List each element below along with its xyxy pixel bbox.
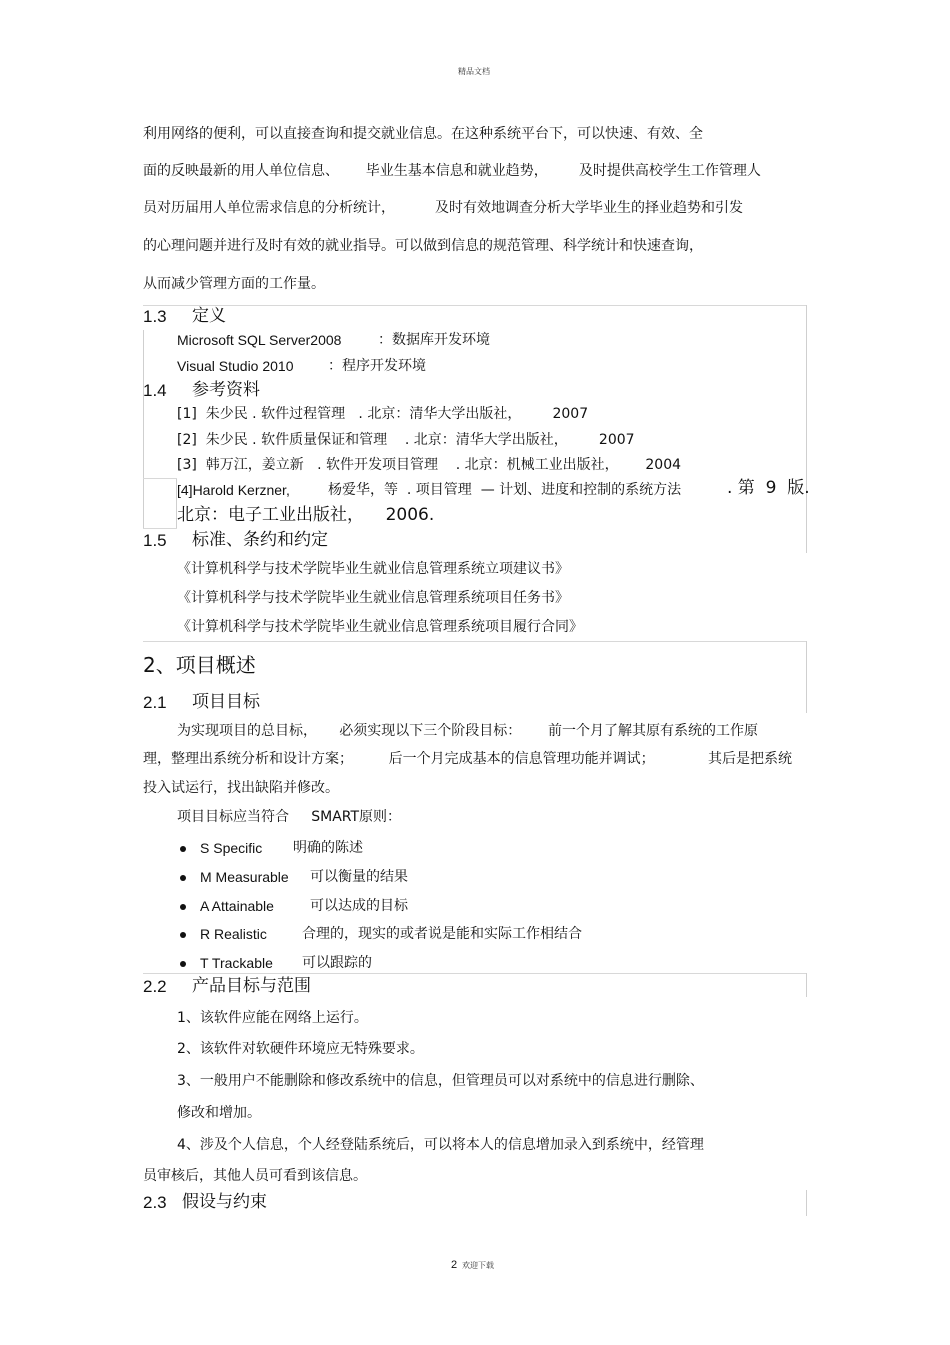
frame-line-right-1 xyxy=(806,305,807,553)
section-2-1-title: 项目目标 xyxy=(192,692,260,712)
section-1-3-title: 定义 xyxy=(192,306,226,326)
scope-item-3-line-1: 3、一般用户不能删除和修改系统中的信息，但管理员可以对系统中的信息进行删除、 xyxy=(177,1073,704,1089)
reference-4-title: 杨爱华，等 . 项目管理 — 计划、进度和控制的系统方法 xyxy=(328,482,682,498)
frame-line-left-1 xyxy=(143,330,144,528)
frame-line-right-2 xyxy=(806,641,807,713)
smart-desc-r: 合理的，现实的或者说是能和实际工作相结合 xyxy=(302,926,582,942)
reference-1: [1] 朱少民 . 软件过程管理 . 北京：清华大学出版社， 2007 xyxy=(177,406,589,422)
scope-item-1: 1、该软件应能在网络上运行。 xyxy=(177,1010,368,1026)
reference-4-publisher: 北京：电子工业出版社， 2006. xyxy=(177,505,435,525)
section-1-4-title: 参考资料 xyxy=(192,380,260,400)
section-1-3-number: 1.3 xyxy=(143,307,167,326)
bullet-dot xyxy=(180,846,186,852)
scope-item-2: 2、该软件对软硬件环境应无特殊要求。 xyxy=(177,1041,424,1057)
bullet-dot xyxy=(180,932,186,938)
section-2-2-number: 2.2 xyxy=(143,977,167,996)
section-2-1-number: 2.1 xyxy=(143,693,167,712)
section-1-4-number: 1.4 xyxy=(143,381,167,400)
smart-desc-a: 可以达成的目标 xyxy=(310,898,408,914)
smart-term-m: M Measurable xyxy=(200,869,289,885)
reference-4-author: [4]Harold Kerzner, xyxy=(177,482,290,498)
scope-item-4-line-2: 员审核后，其他人员可看到该信息。 xyxy=(143,1168,367,1184)
page-number: 2 xyxy=(451,1259,458,1271)
bullet-dot xyxy=(180,875,186,881)
standard-item-1: 《计算机科学与技术学院毕业生就业信息管理系统立项建议书》 xyxy=(177,561,569,577)
standard-item-3: 《计算机科学与技术学院毕业生就业信息管理系统项目履行合同》 xyxy=(177,619,583,635)
bullet-dot xyxy=(180,904,186,910)
frame-line-section2 xyxy=(143,641,807,642)
section-2-2-title: 产品目标与范围 xyxy=(192,976,311,996)
reference-4-edition: . 第 9 版. xyxy=(727,478,810,498)
smart-term-t: T Trackable xyxy=(200,955,273,971)
frame-line-right-3 xyxy=(806,973,807,997)
section-2-title: 2、项目概述 xyxy=(143,653,256,677)
header-watermark: 精品文档 xyxy=(458,67,490,76)
section-2-3-title: 假设与约束 xyxy=(182,1192,267,1212)
section-2-3-number: 2.3 xyxy=(143,1193,167,1212)
intro-line-5: 从而减少管理方面的工作量。 xyxy=(143,276,325,292)
smart-intro: 项目目标应当符合 SMART原则： xyxy=(177,809,402,825)
smart-term-a: A Attainable xyxy=(200,898,274,914)
definition-2-term: Visual Studio 2010 xyxy=(177,358,294,374)
smart-desc-s: 明确的陈述 xyxy=(293,840,363,856)
frame-line-section2-2 xyxy=(143,973,807,974)
goal-paragraph-line-1: 为实现项目的总目标， 必须实现以下三个阶段目标： 前一个月了解其原有系统的工作原 xyxy=(177,723,758,739)
section-1-5-number: 1.5 xyxy=(143,531,167,550)
frame-line-bottom xyxy=(143,528,177,529)
frame-line-top xyxy=(143,305,807,306)
definition-1-desc: ：数据库开发环境 xyxy=(378,332,490,348)
frame-line-right-4 xyxy=(806,1190,807,1216)
standard-item-2: 《计算机科学与技术学院毕业生就业信息管理系统项目任务书》 xyxy=(177,590,569,606)
smart-term-r: R Realistic xyxy=(200,926,267,942)
definition-2-desc: ：程序开发环境 xyxy=(328,358,426,374)
goal-paragraph-line-2: 理，整理出系统分析和设计方案； 后一个月完成基本的信息管理功能并调试； 其后是把系统 xyxy=(143,751,793,767)
reference-2: [2] 朱少民 . 软件质量保证和管理 . 北京：清华大学出版社， 2007 xyxy=(177,432,635,448)
goal-paragraph-line-3: 投入试运行，找出缺陷并修改。 xyxy=(143,780,339,796)
intro-line-4: 的心理问题并进行及时有效的就业指导。可以做到信息的规范管理、科学统计和快速查询， xyxy=(143,238,703,254)
bullet-dot xyxy=(180,961,186,967)
intro-line-1: 利用网络的便利，可以直接查询和提交就业信息。在这种系统平台下，可以快速、有效、全 xyxy=(143,126,703,142)
frame-line-mid xyxy=(143,478,177,479)
intro-line-2: 面的反映最新的用人单位信息、 毕业生基本信息和就业趋势， 及时提供高校学生工作管理人 xyxy=(143,163,761,179)
smart-desc-t: 可以跟踪的 xyxy=(302,955,372,971)
scope-item-4-line-1: 4、涉及个人信息，个人经登陆系统后，可以将本人的信息增加录入到系统中，经管理 xyxy=(177,1137,704,1153)
section-1-5-title: 标准、条约和约定 xyxy=(192,530,328,550)
footer-label: 欢迎下载 xyxy=(462,1261,494,1270)
smart-desc-m: 可以衡量的结果 xyxy=(310,869,408,885)
smart-term-s: S Specific xyxy=(200,840,263,856)
definition-1-term: Microsoft SQL Server2008 xyxy=(177,332,342,348)
intro-line-3: 员对历届用人单位需求信息的分析统计， 及时有效地调查分析大学毕业生的择业趋势和引发 xyxy=(143,200,744,216)
scope-item-3-line-2: 修改和增加。 xyxy=(177,1105,261,1121)
reference-3: [3] 韩万江，姜立新 . 软件开发项目管理 . 北京：机械工业出版社， 2004 xyxy=(177,457,682,473)
